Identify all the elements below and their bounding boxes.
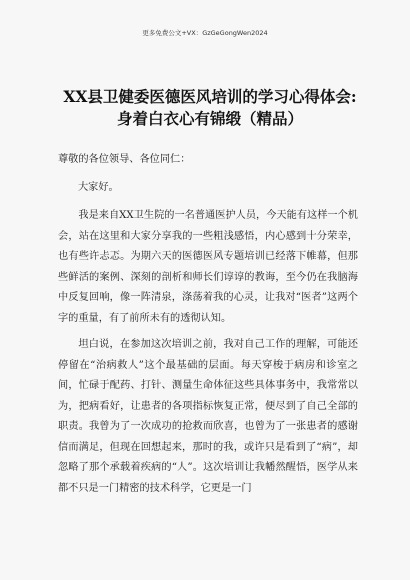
document-body: [58, 150, 358, 499]
greeting: 大家好。: [78, 181, 119, 193]
salutation: 尊敬的各位领导、各位同仁：: [58, 154, 191, 165]
paragraph: 我是来自XX卫生院的一名普通医护人员，今天能有这样一个机会，站在这里和大家分享我的一些粗浅感悟，内心感到十分荣幸，也有些许忐忑。为期六天的医德医风专题培训已经落下帷幕，但那些鲜活的案例、深刻的剖析和师长们谆谆的教诲，至今仍在我脑海中反复回响，像一阵清泉，涤荡着我的心灵，让我对“医者”这两个字的重量，有了前所未有的透彻认知。: [58, 210, 358, 324]
document-title: XX县卫健委医德医风培训的学习心得体会:身着白衣心有锦缎（精品）: [63, 87, 357, 128]
header-note: 更多免费公文+VX：GzGeGongWen2024: [142, 29, 268, 37]
paragraph: 坦白说，在参加这次培训之前，我对自己工作的理解，可能还停留在“治病救人”这个最基础的层面。每天穿梭于病房和诊室之间，忙碌于配药、打针、测量生命体征这些具体事务中，我常常以为，把病看好，让患者的各项指标恢复正常，便尽到了自己全部的职责。我曾为了一次成功的抢救而欣喜，也曾为了一张患者的感谢信而满足，但现在回想起来，那时的我，或许只是看到了“病”，却忽略了那个承载着疾病的“人”。这次培训让我幡然醒悟，医学从来都不只是一门精密的技术科学，它更是一门: [58, 339, 358, 494]
